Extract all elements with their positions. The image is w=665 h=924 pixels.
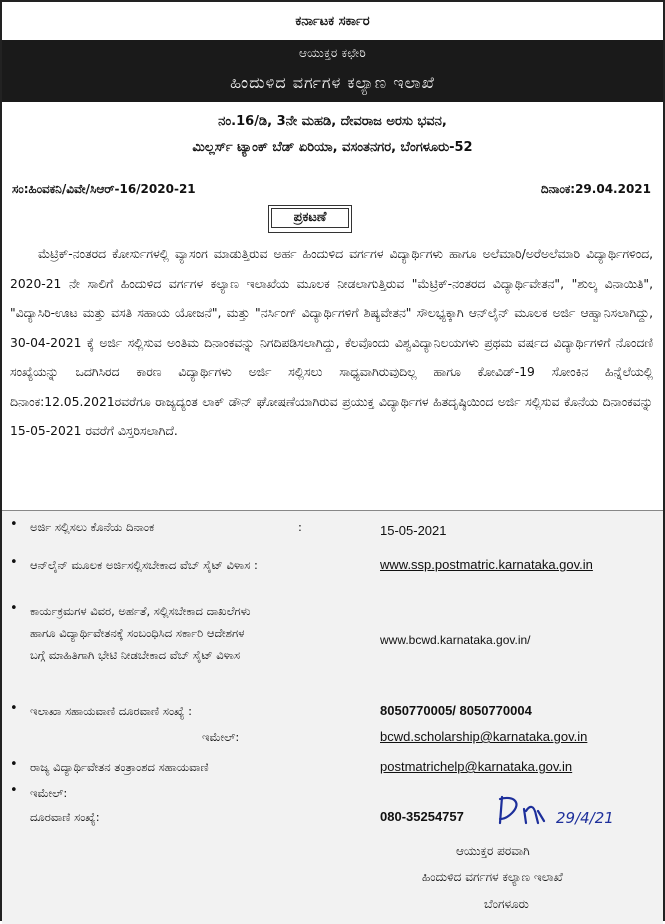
notice-title: ಪ್ರಕಟಣೆ	[271, 208, 349, 228]
phone-value: 080-35254757	[380, 809, 464, 824]
notice-body	[10, 240, 653, 447]
designation-line-2: ಹಿಂದುಳಿದ ವರ್ಗಗಳ ಕಲ್ಯಾಣ ಇಲಾಖೆ	[422, 870, 563, 884]
state-helpline-email-link[interactable]: postmatrichelp@karnataka.gov.in	[380, 759, 573, 774]
phone-label: ದೂರವಾಣಿ ಸಂಖ್ಯೆ:	[30, 810, 100, 824]
address-line-2: ಮಿಲ್ಲರ್ಸ್ ಟ್ಯಾಂಕ್ ಬೆಡ್ ಏರಿಯಾ, ವಸಂತನಗರ, ಬೆಂಗಳೂರು-52	[192, 140, 473, 155]
details-label-line-2: ಹಾಗೂ ವಿದ್ಯಾರ್ಥಿವೇತನಕ್ಕೆ ಸಂಬಂಧಿಸಿದ ಸರ್ಕಾರಿ ಆದೇಶಗಳ	[30, 626, 245, 640]
bullet-icon: •	[10, 517, 18, 532]
reference-date: ದಿನಾಂಕ:29.04.2021	[540, 182, 651, 196]
details-link[interactable]: www.bcwd.karnataka.gov.in/	[380, 633, 531, 647]
info-section	[2, 510, 663, 924]
bullet-icon: •	[10, 601, 18, 616]
details-label-line-3: ಬಗ್ಗೆ ಮಾಹಿತಿಗಾಗಿ ಭೇಟಿ ನೀಡಬೇಕಾದ ವೆಬ್ ಸೈಟ್ ವಿಳಾಸ	[30, 648, 241, 662]
notice-title-box	[268, 205, 352, 233]
header-banner	[2, 40, 663, 102]
place-text: ಬೆಂಗಳೂರು	[484, 897, 529, 911]
email-link[interactable]: bcwd.scholarship@karnataka.gov.in	[380, 729, 588, 744]
bullet-icon: •	[10, 783, 18, 798]
handwritten-date: 29/4/21	[556, 809, 614, 827]
details-label-line-1: ಕಾರ್ಯಕ್ರಮಗಳ ವಿವರ, ಅರ್ಹತೆ, ಸಲ್ಲಿಸಬೇಕಾದ ದಾಖಲೆಗಳು	[30, 604, 251, 618]
bullet-icon: •	[10, 757, 18, 772]
last-date-value: 15-05-2021	[380, 523, 447, 538]
helpline-value: 8050770005/ 8050770004	[380, 703, 532, 718]
last-date-label: ಅರ್ಜಿ ಸಲ್ಲಿಸಲು ಕೊನೆಯ ದಿನಾಂಕ	[30, 520, 155, 534]
body-text: ಮೆಟ್ರಿಕ್-ನಂತರದ ಕೋರ್ಸುಗಳಲ್ಲಿ ವ್ಯಾಸಂಗ ಮಾಡುತ್ತಿರುವ ಅರ್ಹ ಹಿಂದುಳಿದ ವರ್ಗಗಳ ವಿದ್ಯಾರ್ಥಿಗಳು ಹಾಗೂ ಅಲೆಮಾರಿ/ಅರೆಅಲೆಮಾರಿ ವಿದ್ಯಾರ್ಥಿಗಳಿಂದ, 2020-21 ನೇ ಸಾಲಿಗೆ ಹಿಂದುಳಿದ ವರ್ಗಗಳ ಕಲ್ಯಾಣ ಇಲಾಖೆಯ ಮೂಲಕ ನೀಡಲಾಗುತ್ತಿರುವ "ಮೆಟ್ರಿಕ್-ನಂತರದ ವಿದ್ಯಾರ್ಥಿವೇತನ", "ಶುಲ್ಕ ವಿನಾಯಿತಿ", "ವಿದ್ಯಾಸಿರಿ-ಊಟ ಮತ್ತು ವಸತಿ ಸಹಾಯ ಯೋಜನೆ", ಮತ್ತು "ನರ್ಸಿಂಗ್ ವಿದ್ಯಾರ್ಥಿಗಳಿಗೆ ಶಿಷ್ಯವೇತನ" ಸೌಲಭ್ಯಕ್ಕಾಗಿ ಆನ್‌ಲೈನ್ ಮೂಲಕ ಅರ್ಜಿ ಆಹ್ವಾನಿಸಲಾಗಿದ್ದು, 30-04-2021 ಕ್ಕೆ ಅರ್ಜಿ ಸಲ್ಲಿಸುವ ಅಂತಿಮ ದಿನಾಂಕವನ್ನು ನಿಗದಿಪಡಿಸಲಾಗಿದ್ದು, ಕೆಲವೊಂದು ವಿಶ್ವವಿದ್ಯಾನಿಲಯಗಳು ಪ್ರಥಮ ವರ್ಷದ ವಿದ್ಯಾರ್ಥಿಗಳಿಗೆ ನೊಂದಣಿ ಸಂಖ್ಯೆಯನ್ನು ಒದಗಿಸಿರದ ಕಾರಣ ವಿದ್ಯಾರ್ಥಿಗಳು ಅರ್ಜಿ ಸಲ್ಲಿಸಲು ಸಾಧ್ಯವಾಗಿರುವುದಿಲ್ಲ ಹಾಗೂ ಕೋವಿಡ್-19 ಸೋಂಕಿನ ಹಿನ್ನೆಲೆಯಲ್ಲಿ ದಿನಾಂಕ:12.05.2021ರವರೆಗೂ ರಾಜ್ಯದ್ಯಂತ ಲಾಕ್ ಡೌನ್ ಘೋಷಣೆಯಾಗಿರುವ ಪ್ರಯುಕ್ತ ವಿದ್ಯಾರ್ಥಿಗಳ ಹಿತದೃಷ್ಠಿಯಿಂದ ಅರ್ಜಿ ಸಲ್ಲಿಸುವ ಕೊನೆಯ ದಿನಾಂಕವನ್ನು 15-05-2021 ರವರೆಗೆ ವಿಸ್ತರಿಸಲಾಗಿದೆ.	[10, 247, 653, 438]
email-label: ಇಮೇಲ್:	[202, 730, 240, 744]
office-name: ಆಯುಕ್ತರ ಕಛೇರಿ	[298, 46, 367, 60]
website-label: ಆನ್‌ಲೈನ್ ಮೂಲಕ ಅರ್ಜಿಸಲ್ಲಿಸಬೇಕಾದ ವೆಬ್ ಸೈಟ್ ವಿಳಾಸ :	[30, 558, 258, 572]
designation-line-1: ಆಯುಕ್ತರ ಪರವಾಗಿ	[456, 844, 530, 858]
department-name: ಹಿಂದುಳಿದ ವರ್ಗಗಳ ಕಲ್ಯಾಣ ಇಲಾಖೆ	[230, 73, 435, 92]
helpline-label: ಇಲಾಖಾ ಸಹಾಯವಾಣಿ ದೂರವಾಣಿ ಸಂಖ್ಯೆ :	[30, 704, 193, 718]
bullet-icon: •	[10, 555, 18, 570]
colon-separator: :	[298, 520, 302, 534]
handwritten-signature	[494, 789, 644, 833]
bullet-icon: •	[10, 701, 18, 716]
website-link[interactable]: www.ssp.postmatric.karnataka.gov.in	[380, 557, 593, 572]
state-helpline-label: ರಾಜ್ಯ ವಿದ್ಯಾರ್ಥಿವೇತನ ತಂತ್ರಾಂಶದ ಸಹಾಯವಾಣಿ	[30, 760, 209, 774]
email2-label: ಇಮೇಲ್:	[30, 786, 68, 800]
address-line-1: ನಂ.16/ಡಿ, 3ನೇ ಮಹಡಿ, ದೇವರಾಜ ಅರಸು ಭವನ,	[218, 114, 447, 129]
govt-title: ಕರ್ನಾಟಕ ಸರ್ಕಾರ	[2, 2, 663, 40]
reference-number: ಸಂ:ಹಿಂವಕನಿ/ವಿವೇ/ಸಿಆರ್-16/2020-21	[12, 182, 196, 196]
